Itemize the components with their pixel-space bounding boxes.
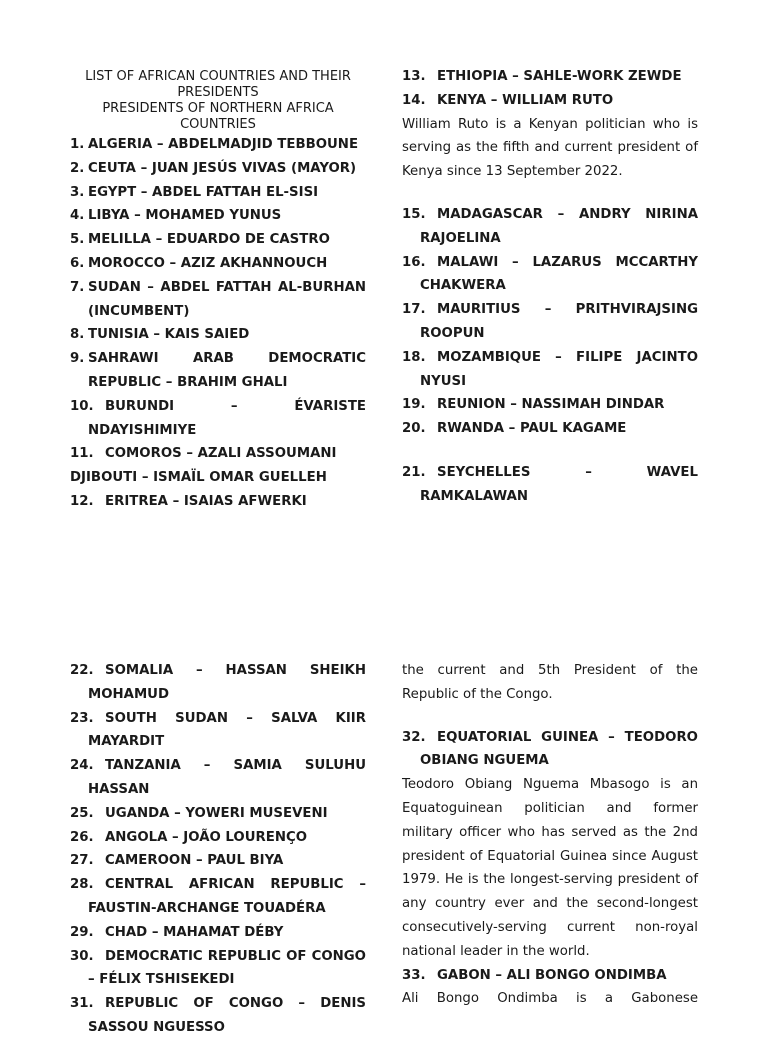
spacer: [402, 707, 698, 726]
page1-right-column: [402, 65, 698, 509]
list-text: MAURITIUS – PRITHVIRAJSING ROOPUN: [420, 302, 698, 341]
paragraph: the current and 5th President of the Republic of the Congo.: [402, 663, 698, 702]
list-item: [402, 417, 698, 441]
list-text: BURUNDI – ÉVARISTE NDAYISHIMIYE: [88, 398, 366, 438]
list-text: CHAD – MAHAMAT DÉBY: [105, 924, 284, 940]
paragraph: Ali Bongo Ondimba is a Gabonese: [402, 991, 698, 1007]
list-text: REPUBLIC OF CONGO – DENIS SASSOU NGUESSO: [88, 996, 366, 1035]
list-item: [70, 157, 366, 181]
list-item: 12. ERITREA – ISAIAS AFWERKI: [70, 493, 307, 509]
list-text: DEMOCRATIC REPUBLIC OF CONGO – FÉLIX TSHISEKEDI: [88, 948, 366, 988]
list-number: 23.: [70, 710, 94, 726]
list-item: [70, 921, 366, 945]
list-item: [402, 89, 698, 113]
list-number: 7.: [70, 279, 85, 295]
list-text: MELILLA – EDUARDO DE CASTRO: [88, 232, 330, 248]
list-number: 10.: [70, 398, 94, 414]
list-number: 30.: [70, 948, 94, 964]
list-number: 2.: [70, 160, 85, 176]
list-text: SAHRAWI ARAB DEMOCRATIC REPUBLIC – BRAHIM GHALI: [88, 351, 366, 390]
list-item: [70, 945, 366, 993]
list-text: CENTRAL AFRICAN REPUBLIC – FAUSTIN-ARCHANGE TOUADÉRA: [88, 877, 366, 916]
list-number: 9.: [70, 351, 85, 367]
list-text: TANZANIA – SAMIA SULUHU HASSAN: [88, 758, 366, 797]
list-number: 28.: [70, 877, 94, 893]
list-item: [70, 659, 366, 707]
list-number: 14.: [402, 92, 426, 108]
title-line: PRESIDENTS: [177, 85, 259, 100]
list-text: ALGERIA – ABDELMADJID TEBBOUNE: [88, 137, 359, 152]
list-text: COMOROS – AZALI ASSOUMANI: [105, 446, 337, 462]
list-number: 1.: [70, 137, 85, 152]
list-text: ANGOLA – JOÃO LOURENÇO: [105, 829, 308, 845]
list-text: SOUTH SUDAN – SALVA KIIR MAYARDIT: [88, 710, 366, 750]
spacer: [402, 184, 698, 203]
list-number: 26.: [70, 829, 94, 845]
list-number: 8.: [70, 327, 85, 343]
list-item: [70, 323, 366, 347]
list-number: 22.: [70, 663, 94, 678]
list-text: CEUTA – JUAN JESÚS VIVAS (MAYOR): [88, 160, 357, 176]
list-number: 13.: [402, 69, 426, 84]
list-item: [70, 849, 366, 873]
list-text: LIBYA – MOHAMED YUNUS: [88, 208, 282, 224]
list-item: [70, 754, 366, 802]
section-heading: PRESIDENTS OF NORTHERN AFRICA: [102, 101, 334, 116]
list-number: 24.: [70, 758, 94, 774]
list-item: 21. SEYCHELLES – WAVEL RAMKALAWAN: [402, 464, 698, 504]
list-item: [70, 707, 366, 755]
list-text: SOMALIA – HASSAN SHEIKH MOHAMUD: [88, 663, 366, 702]
country-list: [70, 133, 366, 466]
list-number: 19.: [402, 397, 426, 413]
country-list: [402, 203, 698, 441]
list-item: [70, 276, 366, 324]
country-list: [70, 659, 366, 1040]
list-number: 17.: [402, 302, 426, 318]
list-text: UGANDA – YOWERI MUSEVENI: [105, 805, 328, 821]
list-number: 15.: [402, 206, 426, 222]
list-text: TUNISIA – KAIS SAIED: [88, 327, 250, 343]
country-list: [402, 65, 698, 113]
list-item: [402, 65, 698, 89]
paragraph: Teodoro Obiang Nguema Mbasogo is an Equatoguinean politician and former military officer who has served as the 2nd president of Equatorial Guinea since August 1979. He is the longest-serving president of any country ever and the second-longest consecutively-serving current non-royal national leader in the world.: [402, 777, 698, 959]
list-item: [402, 393, 698, 417]
list-item: [70, 181, 366, 205]
list-text: MOZAMBIQUE – FILIPE JACINTO NYUSI: [420, 349, 698, 389]
list-item: [70, 228, 366, 252]
list-item: [70, 133, 366, 157]
list-item: [70, 873, 366, 921]
list-item: [402, 203, 698, 251]
page1-left-column: [70, 69, 366, 514]
list-text: REUNION – NASSIMAH DINDAR: [437, 397, 665, 413]
list-number: 3.: [70, 184, 85, 200]
list-item: [70, 347, 366, 395]
list-text: EGYPT – ABDEL FATTAH EL-SISI: [88, 184, 319, 200]
page2-left-column: [70, 659, 366, 1040]
list-item: 32. EQUATORIAL GUINEA – TEODORO OBIANG NGUEMA: [402, 729, 698, 769]
list-item: [70, 395, 366, 443]
page2-right-column: [402, 659, 698, 1011]
list-text: KENYA – WILLIAM RUTO: [437, 92, 614, 108]
list-text: RWANDA – PAUL KAGAME: [437, 421, 627, 437]
list-number: 18.: [402, 349, 426, 365]
list-item: DJIBOUTI – ISMAÏL OMAR GUELLEH: [70, 470, 327, 486]
list-text: ETHIOPIA – SAHLE-WORK ZEWDE: [437, 69, 682, 84]
paragraph: William Ruto is a Kenyan politician who is serving as the fifth and current president of Kenya since 13 September 2022.: [402, 116, 698, 180]
list-number: 16.: [402, 254, 426, 270]
list-text: CAMEROON – PAUL BIYA: [105, 853, 284, 869]
section-heading: COUNTRIES: [180, 117, 256, 132]
list-item: [402, 251, 698, 299]
list-item: [70, 992, 366, 1040]
list-item: [402, 346, 698, 394]
list-number: 11.: [70, 446, 94, 462]
list-item: [70, 252, 366, 276]
list-text: SUDAN – ABDEL FATTAH AL-BURHAN (INCUMBENT): [88, 279, 366, 319]
spacer: [402, 441, 698, 461]
list-number: 31.: [70, 996, 94, 1012]
list-number: 20.: [402, 421, 426, 437]
list-text: MADAGASCAR – ANDRY NIRINA RAJOELINA: [420, 206, 698, 246]
list-number: 25.: [70, 805, 94, 821]
list-item: [70, 442, 366, 466]
list-number: 4.: [70, 208, 85, 224]
list-item: [70, 826, 366, 850]
list-text: MALAWI – LAZARUS MCCARTHY CHAKWERA: [420, 254, 698, 294]
list-number: 6.: [70, 255, 85, 271]
list-number: 27.: [70, 853, 94, 869]
list-text: MOROCCO – AZIZ AKHANNOUCH: [88, 255, 328, 271]
list-item: [70, 802, 366, 826]
document-title: [70, 69, 366, 133]
list-number: 29.: [70, 924, 94, 940]
list-number: 5.: [70, 232, 85, 248]
list-item: [402, 298, 698, 346]
title-line: LIST OF AFRICAN COUNTRIES AND THEIR: [85, 69, 351, 84]
list-item: [70, 204, 366, 228]
list-item: 33. GABON – ALI BONGO ONDIMBA: [402, 967, 667, 983]
